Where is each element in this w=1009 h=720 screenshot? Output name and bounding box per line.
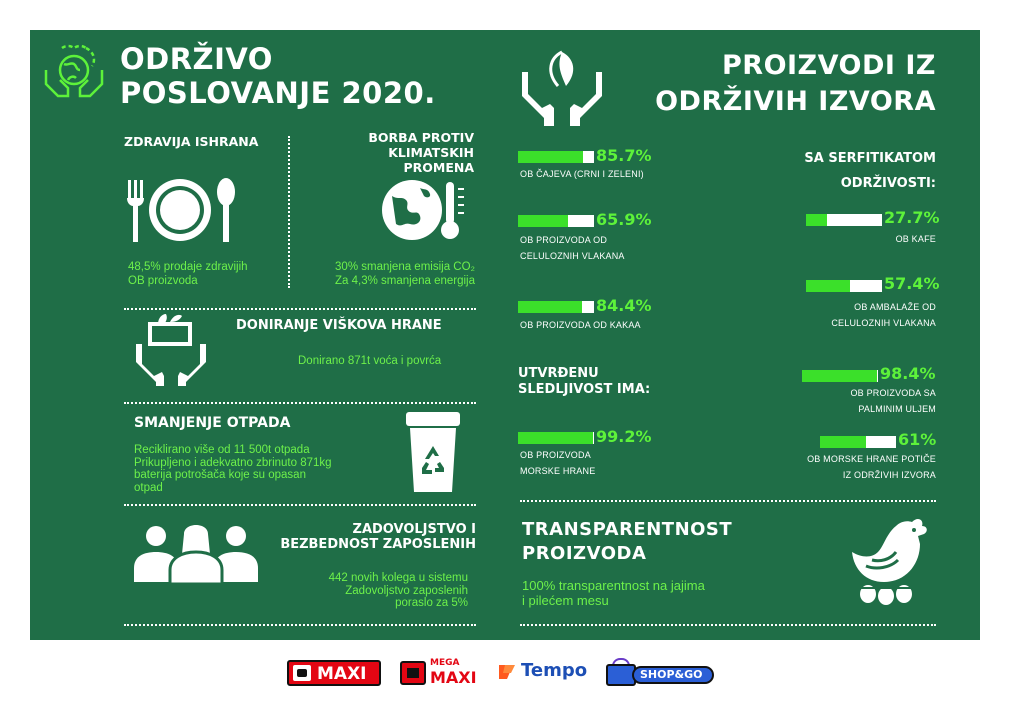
stat-label-seafood-line1: OB PROIZVODA xyxy=(520,450,591,460)
lion-icon xyxy=(293,665,311,681)
transparency-stat-line2: i pilećem mesu xyxy=(522,593,609,608)
main-title-line2: POSLOVANJE 2020. xyxy=(120,76,436,110)
maxi-logo-text: MAXI xyxy=(317,664,367,684)
hands-leaf-icon xyxy=(518,48,606,128)
stat-label-packaging xyxy=(786,300,936,330)
stat-label-cellulose-products-line2: CELULOZNIH VLAKANA xyxy=(520,251,625,261)
main-title xyxy=(120,42,436,110)
employees-heading-line1: ZADOVOLJSTVO I xyxy=(352,522,476,537)
employees-stats xyxy=(290,572,468,610)
stat-bar-coffee-fill xyxy=(806,214,827,226)
mega-maxi-logo xyxy=(400,658,476,688)
hands-food-box-icon xyxy=(134,310,208,388)
waste-stats xyxy=(134,444,332,494)
recycle-bin-icon xyxy=(406,408,460,494)
hen-eggs-icon xyxy=(850,514,934,606)
stat-label-sustainable-seafood-line1: OB MORSKE HRANE POTIČE xyxy=(807,454,936,464)
stat-label-sustainable-seafood-line2: IZ ODRŽIVIH IZVORA xyxy=(842,470,936,480)
stat-value-cocoa: 84.4% xyxy=(596,296,652,315)
stat-bar-sustainable-seafood xyxy=(820,436,896,448)
stat-label-sustainable-seafood xyxy=(766,452,936,482)
stat-bar-sustainable-seafood-fill xyxy=(820,436,866,448)
divider-right xyxy=(520,500,936,502)
employees-stat-line3: poraslo za 5% xyxy=(395,597,468,609)
stat-value-cellulose-products: 65.9% xyxy=(596,210,652,229)
employees-heading xyxy=(260,522,476,552)
stat-bar-coffee xyxy=(806,214,882,226)
stat-label-palm-oil-line2: PALMINIM ULJEM xyxy=(858,404,936,414)
stat-bar-seafood-fill xyxy=(518,432,593,444)
transparency-heading xyxy=(522,518,732,566)
stat-label-seafood-line2: MORSKE HRANE xyxy=(520,466,596,476)
stat-bar-palm-oil-fill xyxy=(802,370,877,382)
stat-label-cellulose-products-line1: OB PROIZVODA OD xyxy=(520,235,608,245)
stat-bar-cellulose-products xyxy=(518,215,594,227)
mega-logo-text: MEGA xyxy=(430,658,460,668)
divider-4 xyxy=(124,624,476,626)
right-title xyxy=(620,48,936,120)
stat-bar-cocoa-fill xyxy=(518,301,582,313)
transparency-stat-line1: 100% transparentnost na jajima xyxy=(522,578,705,593)
tempo-logo-text: Tempo xyxy=(521,660,588,681)
traceability-heading xyxy=(518,366,650,398)
waste-stat-line1: Reciklirano više od 11 500t otpada xyxy=(134,444,310,456)
tempo-logo xyxy=(497,660,593,686)
employees-heading-line2: BEZBEDNOST ZAPOSLENIH xyxy=(280,537,476,552)
transparency-heading-line1: TRANSPARENTNOST xyxy=(522,519,733,540)
climate-stats xyxy=(300,260,475,288)
certified-heading-line1: SA SERFITIKATOM xyxy=(804,151,936,166)
stat-value-palm-oil: 98.4% xyxy=(880,364,936,383)
shopgo-logo xyxy=(606,658,714,688)
waste-stat-line3: baterija potrošača koje su opasan xyxy=(134,469,306,481)
climate-stat-line1: 30% smanjena emisija CO₂ xyxy=(335,261,475,273)
cutlery-plate-icon xyxy=(122,176,242,246)
certified-heading xyxy=(750,146,936,196)
stat-value-sustainable-seafood: 61% xyxy=(898,430,937,449)
health-stat-line1: 48,5% prodaje zdravijih xyxy=(128,261,248,273)
stat-label-packaging-line2: CELULOZNIH VLAKANA xyxy=(831,318,936,328)
employees-stat-line2: Zadovoljstvo zaposlenih xyxy=(345,584,468,597)
right-title-line1: PROIZVODI IZ xyxy=(721,50,936,81)
stat-bar-packaging-fill xyxy=(806,280,850,292)
stat-label-palm-oil xyxy=(806,386,936,416)
waste-stat-line4: otpad xyxy=(134,481,163,494)
stat-label-coffee: OB KAFE xyxy=(895,234,936,244)
stat-value-tea: 85.7% xyxy=(596,146,652,165)
stat-label-packaging-line1: OB AMBALAŽE OD xyxy=(854,302,936,312)
stat-value-packaging: 57.4% xyxy=(884,274,940,293)
right-title-line2: ODRŽIVIH IZVORA xyxy=(655,86,936,117)
waste-stat-line2: Prikupljeno i adekvatno zbrinuto 871kg xyxy=(134,456,332,469)
health-stat-line2: OB proizvoda xyxy=(128,275,198,287)
traceability-heading-line1: UTVRĐENU xyxy=(518,366,599,381)
mega-maxi-logo-text: MAXI xyxy=(430,668,477,687)
stat-label-seafood xyxy=(520,448,595,478)
transparency-heading-line2: PROIZVODA xyxy=(522,543,647,564)
divider-3 xyxy=(124,504,476,506)
stat-value-seafood: 99.2% xyxy=(596,427,652,446)
donation-stat: Donirano 871t voća i povrća xyxy=(298,355,442,367)
column-divider xyxy=(288,136,290,288)
stat-value-coffee: 27.7% xyxy=(884,208,940,227)
stat-bar-cellulose-products-fill xyxy=(518,215,568,227)
stat-label-palm-oil-line1: OB PROIZVODA SA xyxy=(850,388,936,398)
donation-heading: DONIRANJE VIŠKOVA HRANE xyxy=(236,318,442,333)
stat-bar-packaging xyxy=(806,280,882,292)
maxi-logo xyxy=(287,660,381,686)
health-heading: ZDRAVIJA ISHRANA xyxy=(124,134,259,149)
stat-bar-palm-oil xyxy=(802,370,878,382)
lion-icon xyxy=(400,661,426,685)
climate-heading xyxy=(320,130,474,175)
stat-bar-tea xyxy=(518,151,594,163)
traceability-heading-line2: SLEDLJIVOST IMA: xyxy=(518,382,651,397)
stat-bar-cocoa xyxy=(518,301,594,313)
stat-bar-seafood xyxy=(518,432,594,444)
tempo-mark-icon xyxy=(497,663,517,681)
infographic-panel xyxy=(30,30,980,640)
stat-label-cellulose-products xyxy=(520,233,625,263)
climate-stat-line2: Za 4,3% smanjena energija xyxy=(335,275,475,287)
waste-heading: SMANJENJE OTPADA xyxy=(134,415,291,431)
shopgo-badge xyxy=(632,666,714,684)
globe-thermometer-icon xyxy=(380,178,470,244)
divider-2 xyxy=(124,402,476,404)
health-stats xyxy=(128,260,248,288)
stat-bar-tea-fill xyxy=(518,151,583,163)
divider-right-bottom xyxy=(520,624,936,626)
climate-heading-line2: KLIMATSKIH PROMENA xyxy=(388,145,474,175)
brand-logos xyxy=(0,658,1009,692)
stat-label-cocoa: OB PROIZVODA OD KAKAA xyxy=(520,320,641,330)
transparency-stats xyxy=(522,578,705,608)
globe-hands-icon xyxy=(42,40,106,104)
climate-heading-line1: BORBA PROTIV xyxy=(368,130,474,145)
employees-stat-line1: 442 novih kolega u sistemu xyxy=(328,572,468,584)
certified-heading-line2: ODRŽIVOSTI: xyxy=(840,176,936,191)
stat-label-tea: OB ČAJEVA (CRNI I ZELENI) xyxy=(520,169,644,179)
shopgo-logo-text: SHOP&GO xyxy=(640,668,703,681)
people-group-icon xyxy=(134,522,258,584)
main-title-line1: ODRŽIVO xyxy=(120,42,273,76)
